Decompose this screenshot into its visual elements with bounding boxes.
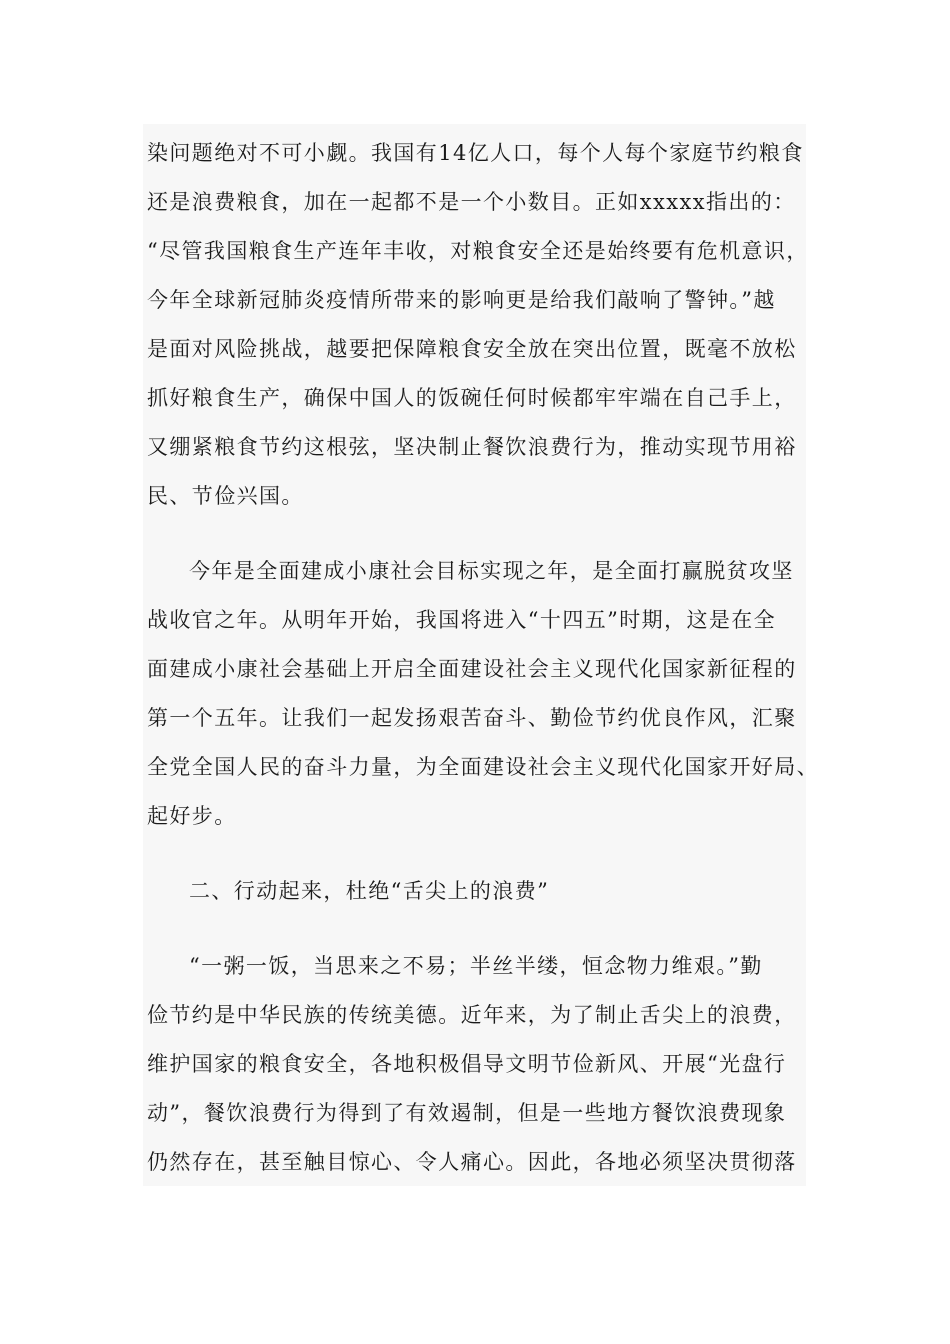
- body-line: 俭节约是中华民族的传统美德。近年来，为了制止舌尖上的浪费，: [147, 1003, 797, 1027]
- body-line: 染问题绝对不可小觑。我国有14亿人口，每个人每个家庭节约粮食: [147, 141, 804, 165]
- paragraph-first-line: 今年是全面建成小康社会目标实现之年，是全面打赢脱贫攻坚: [189, 559, 794, 583]
- document-body: [143, 124, 819, 1186]
- body-line: 全党全国人民的奋斗力量，为全面建设社会主义现代化国家开好局、: [147, 755, 819, 779]
- body-line: 第一个五年。让我们一起发扬艰苦奋斗、勤俭节约优良作风，汇聚: [147, 706, 797, 730]
- section-heading: 二、行动起来，杜绝“舌尖上的浪费”: [189, 879, 550, 903]
- body-line: 是面对风险挑战，越要把保障粮食安全放在突出位置，既毫不放松: [147, 337, 797, 361]
- body-line: 还是浪费粮食，加在一起都不是一个小数目。正如xxxxx指出的：: [147, 190, 796, 214]
- body-line: 今年全球新冠肺炎疫情所带来的影响更是给我们敲响了警钟。”越: [147, 288, 776, 312]
- body-line: “尽管我国粮食生产连年丰收，对粮食安全还是始终要有危机意识，: [147, 239, 809, 263]
- body-line: 战收官之年。从明年开始，我国将进入“十四五”时期，这是在全: [147, 608, 777, 632]
- body-line: 民、节俭兴国。: [147, 484, 304, 508]
- body-line: 面建成小康社会基础上开启全面建设社会主义现代化国家新征程的: [147, 657, 797, 681]
- paragraph-first-line: “一粥一饭，当思来之不易；半丝半缕，恒念物力维艰。”勤: [189, 954, 763, 978]
- body-line: 抓好粮食生产，确保中国人的饭碗任何时候都牢牢端在自己手上，: [147, 386, 797, 410]
- body-line: 仍然存在，甚至触目惊心、令人痛心。因此，各地必须坚决贯彻落: [147, 1150, 797, 1174]
- body-line: 维护国家的粮食安全，各地积极倡导文明节俭新风、开展“光盘行: [147, 1052, 787, 1076]
- body-line: 动”，餐饮浪费行为得到了有效遏制，但是一些地方餐饮浪费现象: [147, 1101, 787, 1125]
- body-line: 起好步。: [147, 804, 237, 828]
- body-line: 又绷紧粮食节约这根弦，坚决制止餐饮浪费行为，推动实现节用裕: [147, 435, 797, 459]
